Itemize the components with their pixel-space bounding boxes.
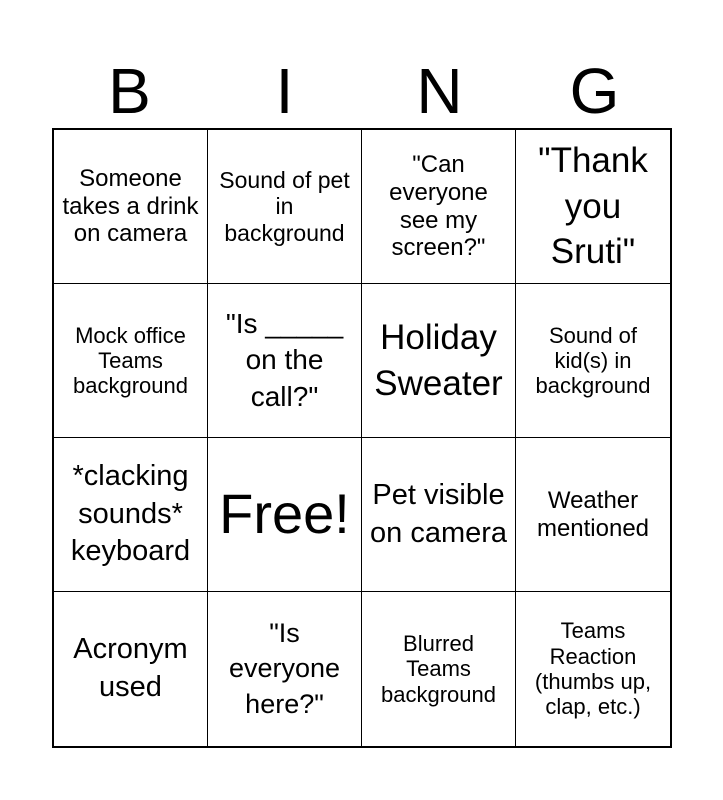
bingo-cell[interactable] — [54, 130, 208, 284]
cell-label: Sound of kid(s) in background — [535, 322, 651, 399]
cell-label: "Is _____ on the call?" — [225, 307, 344, 412]
bingo-board — [52, 128, 672, 748]
bingo-header — [52, 55, 672, 127]
cell-label: "Can everyone see my screen?" — [389, 151, 488, 262]
bingo-cell[interactable] — [516, 284, 670, 438]
cell-label: Holiday Sweater — [374, 318, 503, 403]
free-space-label: Free! — [219, 482, 350, 546]
bingo-cell[interactable] — [208, 284, 362, 438]
bingo-cell[interactable] — [516, 592, 670, 746]
bingo-cell[interactable] — [208, 592, 362, 746]
cell-label: Mock office Teams background — [73, 322, 188, 399]
cell-label: "Thank you Sruti" — [538, 141, 648, 272]
header-letter-g: G — [569, 55, 620, 127]
bingo-cell[interactable] — [54, 284, 208, 438]
cell-label: Blurred Teams background — [381, 631, 496, 707]
bingo-cell[interactable] — [516, 438, 670, 592]
cell-label: Acronym used — [73, 633, 188, 703]
cell-label: Weather mentioned — [536, 486, 650, 542]
header-letter-i: I — [275, 55, 294, 127]
bingo-cell-free[interactable] — [208, 438, 362, 592]
cell-label: Someone takes a drink on camera — [62, 165, 199, 248]
cell-label: "Is everyone here?" — [228, 618, 341, 719]
bingo-cell[interactable] — [362, 130, 516, 284]
bingo-cell[interactable] — [362, 438, 516, 592]
bingo-cell[interactable] — [362, 284, 516, 438]
bingo-cell[interactable] — [54, 592, 208, 746]
header-letter-n: N — [416, 55, 463, 127]
bingo-cell[interactable] — [516, 130, 670, 284]
bingo-cell[interactable] — [362, 592, 516, 746]
bingo-cell[interactable] — [208, 130, 362, 284]
cell-label: Pet visible on camera — [370, 478, 508, 549]
bingo-cell[interactable] — [54, 438, 208, 592]
cell-label: Teams Reaction (thumbs up, clap, etc.) — [534, 618, 652, 720]
cell-label: *clacking sounds* keyboard — [70, 459, 191, 568]
cell-label: Sound of pet in background — [219, 166, 350, 246]
header-letter-b: B — [108, 55, 151, 127]
